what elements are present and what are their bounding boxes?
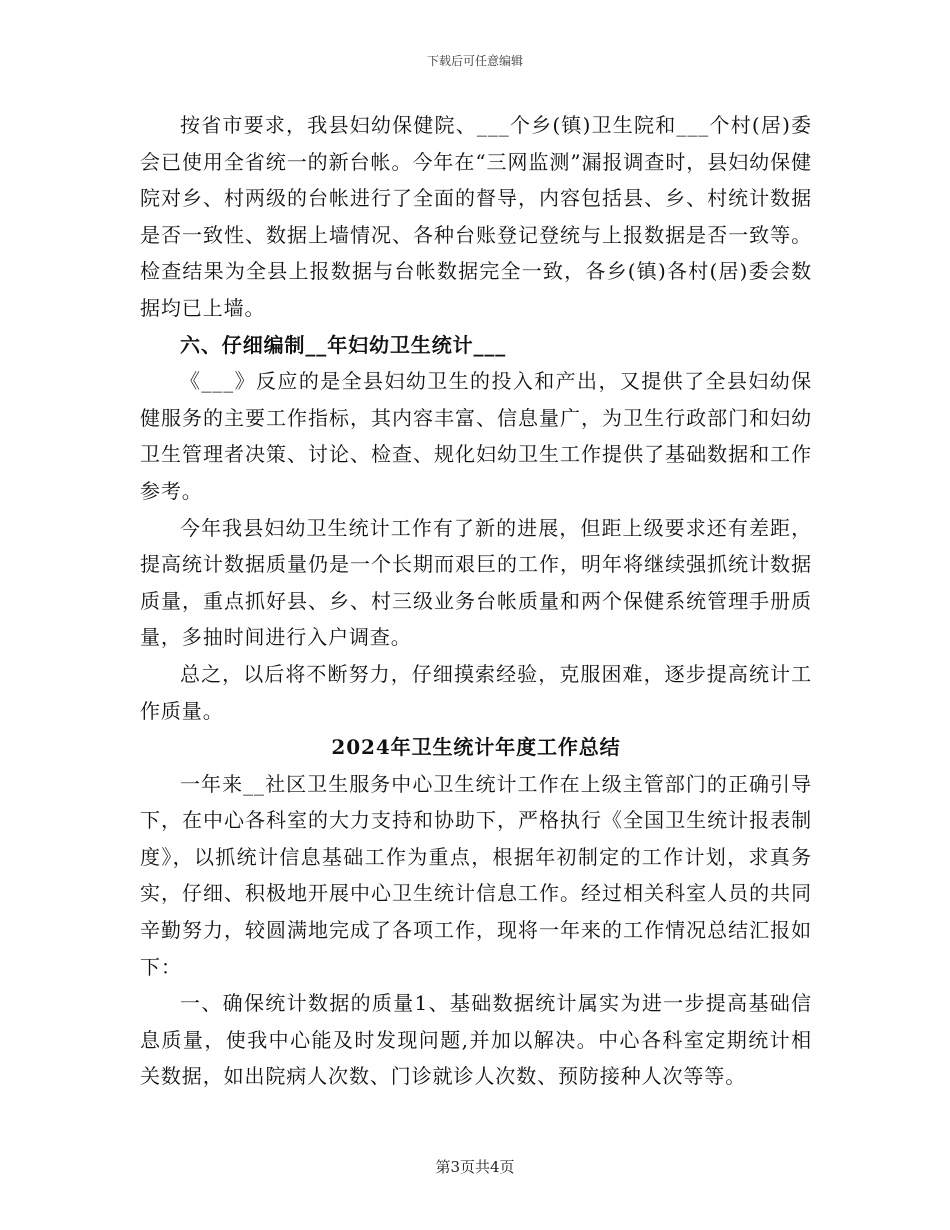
paragraph-data-quality: 一、确保统计数据的质量1、基础数据统计属实为进一步提高基础信息质量，使我中心能及时发现问题,并加以解决。中心各科室定期统计相关数据，如出院病人次数、门诊就诊人次数、预防接种人次等等。	[140, 991, 812, 1089]
paragraph-progress: 今年我县妇幼卫生统计工作有了新的进展，但距上级要求还有差距，提高统计数据质量仍是一个长期而艰巨的工作，明年将继续强抓统计数据质量，重点抓好县、乡、村三级业务台帐质量和两个保健系统管理手册质量，多抽时间进行入户调查。	[140, 515, 812, 650]
document-body	[140, 107, 812, 1095]
paragraph-ledger-inspection: 按省市要求，我县妇幼保健院、___个乡(镇)卫生院和___个村(居)委会已使用全省统一的新台帐。今年在“三网监测”漏报调查时，县妇幼保健院对乡、村两级的台帐进行了全面的督导，内容包括县、乡、村统计数据是否一致性、数据上墙情况、各种台账登记登统与上报数据是否一致等。检查结果为全县上报数据与台帐数据完全一致，各乡(镇)各村(居)委会数据均已上墙。	[140, 113, 812, 320]
paragraph-statistics-compilation: 《___》反应的是全县妇幼卫生的投入和产出，又提供了全县妇幼保健服务的主要工作指标，其内容丰富、信息量广，为卫生行政部门和妇幼卫生管理者决策、讨论、检查、规化妇幼卫生工作提供了基础数据和工作参考。	[140, 369, 812, 503]
document-title: 2024年卫生统计年度工作总结	[331, 735, 621, 760]
page-number: 第3页共4页	[435, 1158, 515, 1176]
section-heading-six: 六、仔细编制__年妇幼卫生统计___	[180, 332, 507, 357]
paragraph-introduction: 一年来__社区卫生服务中心卫生统计工作在上级主管部门的正确引导下，在中心各科室的大力支持和协助下，严格执行《全国卫生统计报表制度》，以抓统计信息基础工作为重点，根据年初制定的工作计划，求真务实，仔细、积极地开展中心卫生统计信息工作。经过相关科室人员的共同辛勤努力，较圆满地完成了各项工作，现将一年来的工作情况总结汇报如下：	[140, 771, 812, 979]
page-header: 下载后可任意编辑	[426, 54, 523, 68]
paragraph-conclusion: 总之，以后将不断努力，仔细摸索经验，克服困难，逐步提高统计工作质量。	[140, 661, 812, 723]
